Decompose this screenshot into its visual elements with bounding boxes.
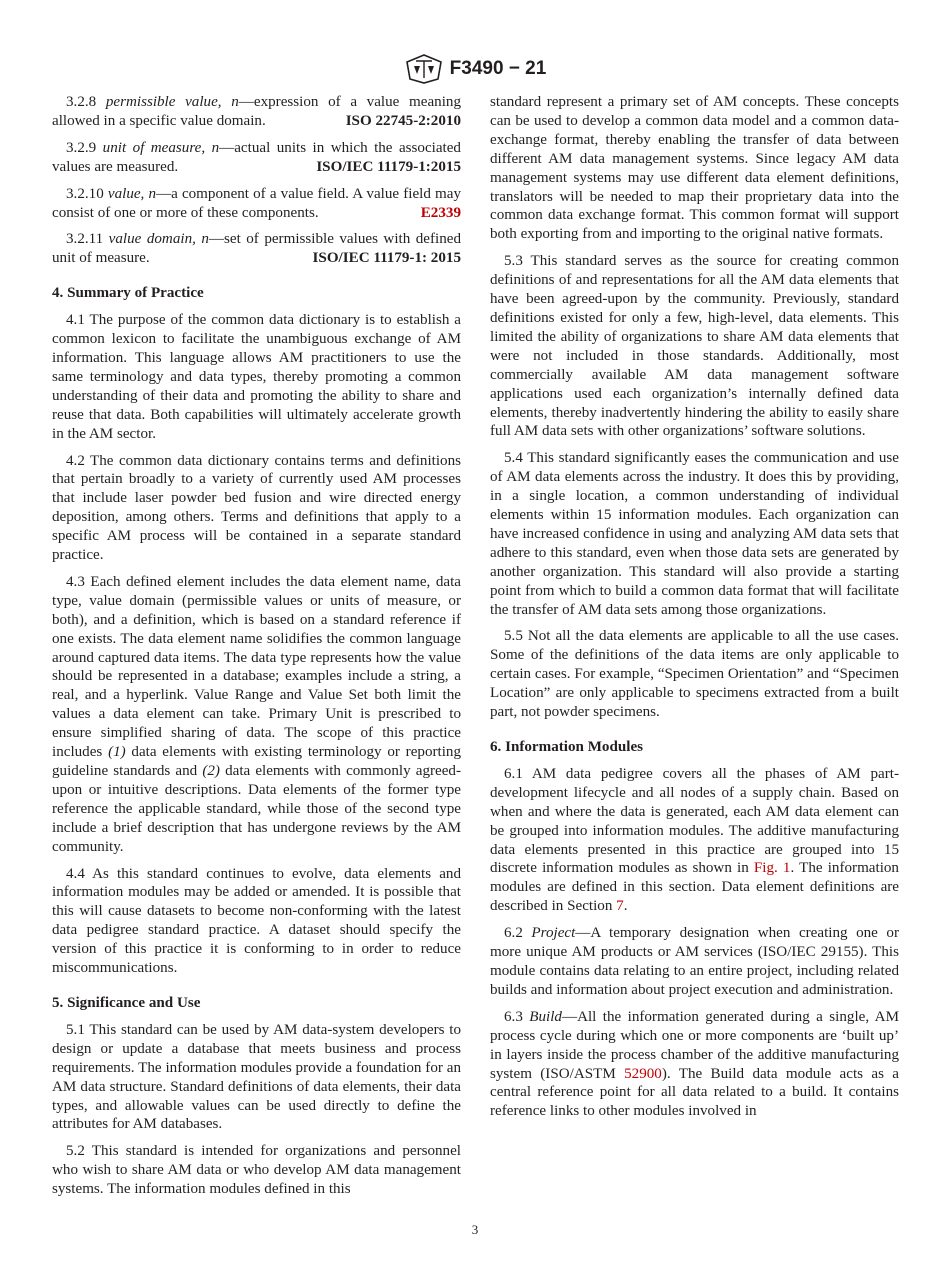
paragraph-5-2-start: 5.2 This standard is intended for organizations and personnel who wish to share AM data or who develop AM data management systems. The information modules defined in this xyxy=(52,1143,461,1198)
definition-3-2-11: 3.2.11 value domain, n—set of permissible values with defined unit of measure. ISO/IEC 11179-1: 2015 xyxy=(52,231,461,267)
paragraph-4-3: 4.3 Each defined element includes the data element name, data type, value domain (permissible values or units of measure, or both), and a definition, which is based on a standard reference if one exists. The data element name solidifies the common language around captured data items. The data type represents how the value should be represented in a database; examples include a string, a real, and a hyperlink. Value Range and Value Set both limit the values a data element can take. Primary Unit is prescribed to ensure simplified sharing of data. The scope of this practice includes (1) data elements with existing terminology or reporting guideline standards and (2) data elements with commonly agreed-upon or intuitive descriptions. Data elements of the former type reference the applicable standard, while those of the second type include a brief description that has undergone reviews by the AM community. xyxy=(52,573,462,855)
left-column xyxy=(52,93,461,1207)
section-5-heading: 5. Significance and Use xyxy=(52,994,201,1011)
right-column xyxy=(490,93,899,1129)
page-number: 3 xyxy=(471,1222,479,1237)
paragraph-4-1: 4.1 The purpose of the common data dictionary is to establish a common lexicon to facilitate the unambiguous exchange of AM information. This language allows AM practitioners to use the same terminology and data types, thereby promoting a common understanding of their data and promoting the ability to share and reuse that data. Both capabilities will ultimately accelerate growth in the AM sector. xyxy=(52,312,461,442)
section-4-heading: 4. Summary of Practice xyxy=(52,285,204,302)
definition-3-2-8: 3.2.8 permissible value, n—expression of a value meaning allowed in a specific value domain. ISO 22745-2:2010 xyxy=(52,94,461,129)
paragraph-6-2: 6.2 Project—A temporary designation when creating one or more unique AM products or AM services (ISO/IEC 29155). This module contains data relating to an entire project, including related builds and information about project execution and administration. xyxy=(490,925,899,998)
fig-1-link[interactable]: Fig. 1 xyxy=(753,860,791,877)
paragraph-5-4: 5.4 This standard significantly eases the communication and use of AM data elements across the industry. It does this by providing, in a single location, a common understanding of individual elements within 15 information modules. Each organization can have increased confidence in using and analyzing AM data sets that adhere to this standard, even when those data sets are generated by another organization. This standard will also provide a starting point from which to build a common data format that will facilitate the transfer of AM data sets among those organizations. xyxy=(490,450,899,618)
section-7-link[interactable]: 7 xyxy=(616,898,624,915)
page-header xyxy=(0,52,950,86)
e2339-link[interactable]: E2339 xyxy=(420,204,461,221)
definition-reference: ISO 22745-2:2010 xyxy=(345,112,461,129)
paragraph-5-5: 5.5 Not all the data elements are applicable to all the use cases. Some of the definitions of the data items are only applicable to certain cases. For example, “Specimen Orientation” and “Specimen Location” are only applicable to specimens extracted from a built part, not powder specimens. xyxy=(490,628,899,721)
definition-3-2-9: 3.2.9 unit of measure, n—actual units in which the associated values are measured. ISO/IEC 11179-1:2015 xyxy=(52,139,461,175)
section-6-heading: 6. Information Modules xyxy=(490,739,644,755)
definition-reference: ISO/IEC 11179-1: 2015 xyxy=(312,250,461,267)
document-id: F3490 − 21 xyxy=(449,58,547,79)
paragraph-6-3: 6.3 Build—All the information generated during a single, AM process cycle during which one or more components are ‘built up’ in layers inside the process chamber of the additive manufacturing system (ISO/ASTM 52900). The Build data module acts as a central reference point for all data related to a build. It contains reference links to other modules involved in xyxy=(490,1008,900,1120)
astm-logo-icon xyxy=(404,54,444,84)
paragraph-4-4: 4.4 As this standard continues to evolve, data elements and information modules may be added or amended. It is possible that this will cause datasets to become non-conforming with the latest data pedigree standard practice. A dataset should specify the version of this practice it is conforming to in order to reduce miscommunications. xyxy=(52,865,461,977)
iso-astm-52900-link[interactable]: 52900 xyxy=(624,1065,662,1082)
definition-reference: ISO/IEC 11179-1:2015 xyxy=(316,158,461,175)
paragraph-5-3: 5.3 This standard serves as the source for creating common definitions of and representations for all the AM data elements that have been agreed-upon by the community. Previously, standard definitions existed for only a few, high-level, data elements. This limited the ability of organizations to share AM data elements that were not included in those standards. Additionally, most commercially available AM data management software applications used each organization’s internally defined data elements, thereby inadvertently hindering the ability to easily share full AM data sets with other organizations’ software solutions. xyxy=(490,253,899,440)
paragraph-4-2: 4.2 The common data dictionary contains terms and definitions that pertain broadly to a variety of currently used AM processes that include laser powder bed fusion and wire directed energy deposition, among others. Terms and definitions that apply to a specific AM process will be contained in a separate standard practice. xyxy=(52,452,461,564)
paragraph-5-2-continued: standard represent a primary set of AM concepts. These concepts can be used to develop a common data model and a common data-exchange format, thereby enabling the transfer of data between different AM data management systems. Since legacy AM data management systems may use different data element definitions, translators will be needed to map their proprietary data into the common data exchange format. This common format will support both exporting from and importing to the original native formats. xyxy=(490,94,899,243)
paragraph-6-1: 6.1 AM data pedigree covers all the phases of AM part-development lifecycle and all nodes of a supply chain. Based on when and where the data is generated, each AM data element can be grouped into information modules. The additive manufacturing data elements presented in this practice are grouped into 15 discrete information modules as shown in Fig. 1. The information modules are defined in this section. Data element definitions are described in Section 7. xyxy=(490,765,899,915)
definition-3-2-10: 3.2.10 value, n—a component of a value field. A value field may consist of one or more of these components. E2339 xyxy=(52,185,462,221)
paragraph-5-1: 5.1 This standard can be used by AM data-system developers to design or update a database that meets business and process requirements. The information modules provide a foundation for an AM data structure. Standard definitions of data elements, their data types, and allowable values can be used directly to define the attributes for AM databases. xyxy=(52,1021,461,1133)
